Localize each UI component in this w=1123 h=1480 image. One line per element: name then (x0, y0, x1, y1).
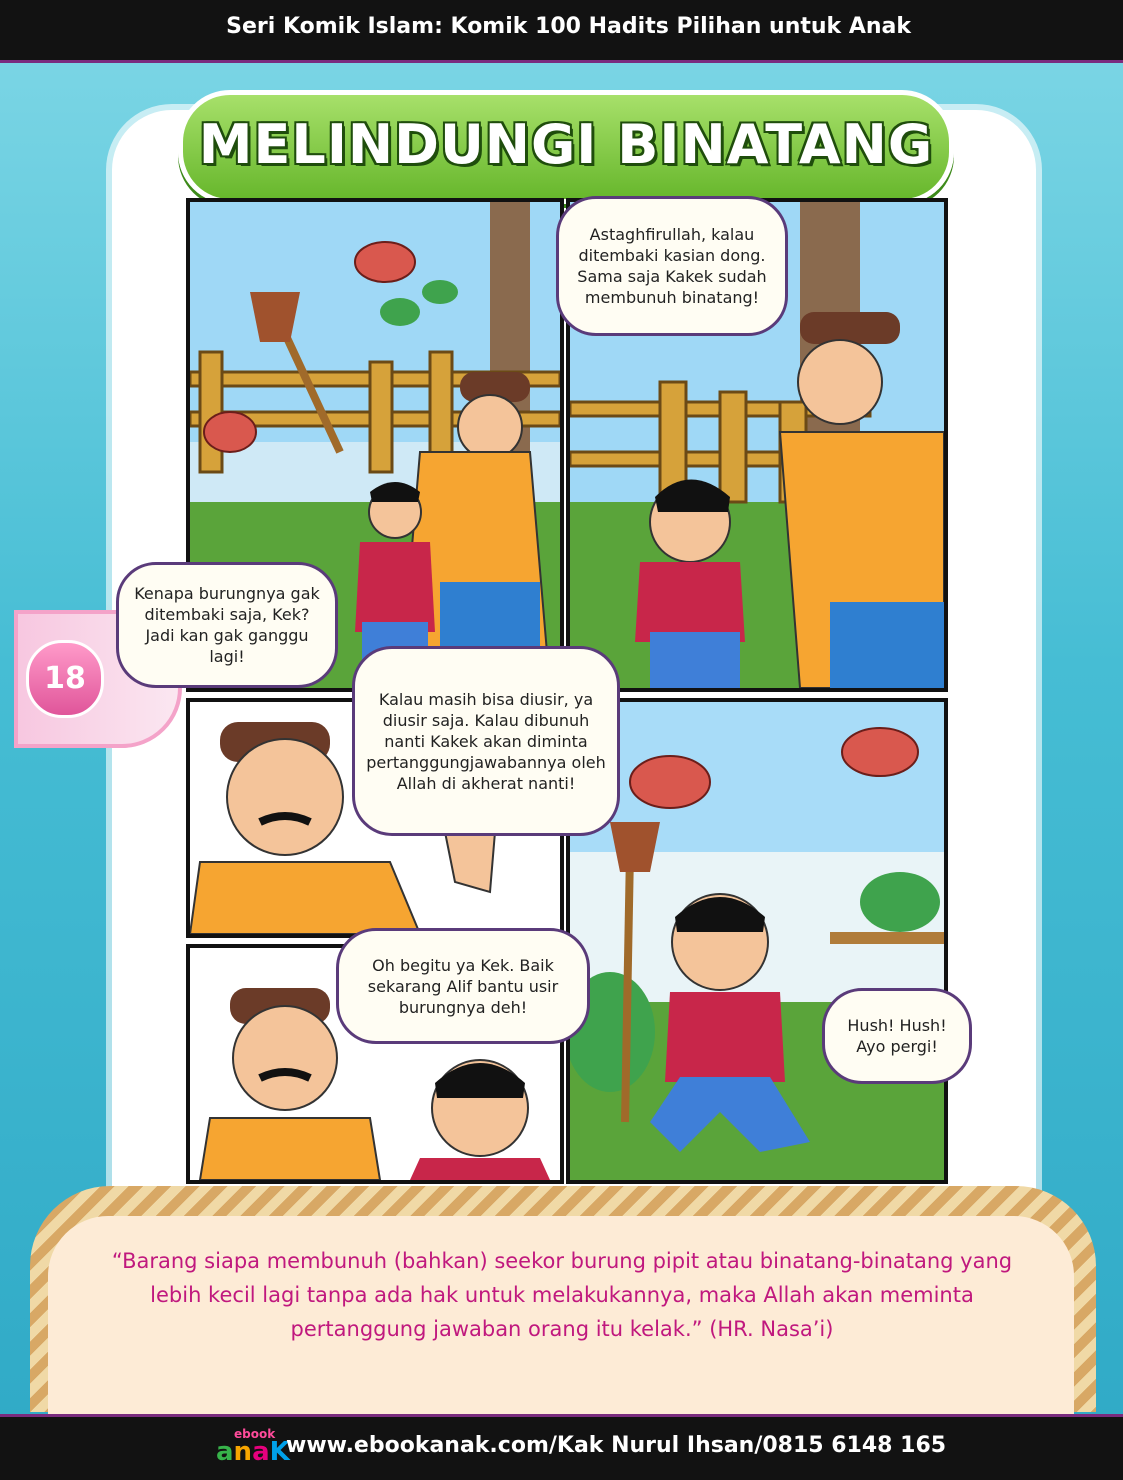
footer-url-link[interactable]: www.ebookanak.com/Kak Nurul Ihsan/0815 6148 165 (286, 1433, 947, 1458)
logo-letter: K (269, 1437, 290, 1467)
logo-top-text: ebook (234, 1427, 276, 1441)
speech-bubble-kakek: Kalau masih bisa diusir, ya diusir saja. Kalau dibunuh nanti Kakek akan diminta pertanggungjawabannya oleh Allah di akherat nanti! (352, 646, 620, 836)
speech-bubble-alif-2: Kenapa burungnya gak ditembaki saja, Kek? Jadi kan gak ganggu lagi! (116, 562, 338, 688)
page-number: 18 (26, 640, 104, 718)
hadith-quote: “Barang siapa membunuh (bahkan) seekor burung pipit atau binatang-binatang yang lebih kecil lagi tanpa ada hak untuk melakukannya, maka Allah akan meminta pertanggung jawaban orang itu kelak.” (HR. Nasa’i) (111, 1249, 1013, 1341)
logo-letter: n (233, 1437, 253, 1467)
logo-letter: a (252, 1437, 270, 1467)
logo-letter: a (216, 1437, 234, 1467)
panel-4-illustration (570, 702, 944, 1180)
page-title: MELINDUNGI BINATANG (198, 113, 934, 176)
series-title: Seri Komik Islam: Komik 100 Hadits Pilihan untuk Anak (226, 14, 911, 39)
logo-letters (216, 1437, 290, 1467)
title-banner (178, 90, 954, 204)
panel-4 (566, 698, 948, 1184)
speech-bubble-alif-1: Astaghfirullah, kalau ditembaki kasian dong. Sama saja Kakek sudah membunuh binatang! (556, 196, 788, 336)
speech-bubble-alif-3: Oh begitu ya Kek. Baik sekarang Alif bantu usir burungnya deh! (336, 928, 590, 1044)
bottom-bar (0, 1414, 1123, 1480)
speech-bubble-alif-4: Hush! Hush! Ayo pergi! (822, 988, 972, 1084)
ebookanak-logo[interactable] (216, 1427, 290, 1467)
top-bar (0, 0, 1123, 63)
